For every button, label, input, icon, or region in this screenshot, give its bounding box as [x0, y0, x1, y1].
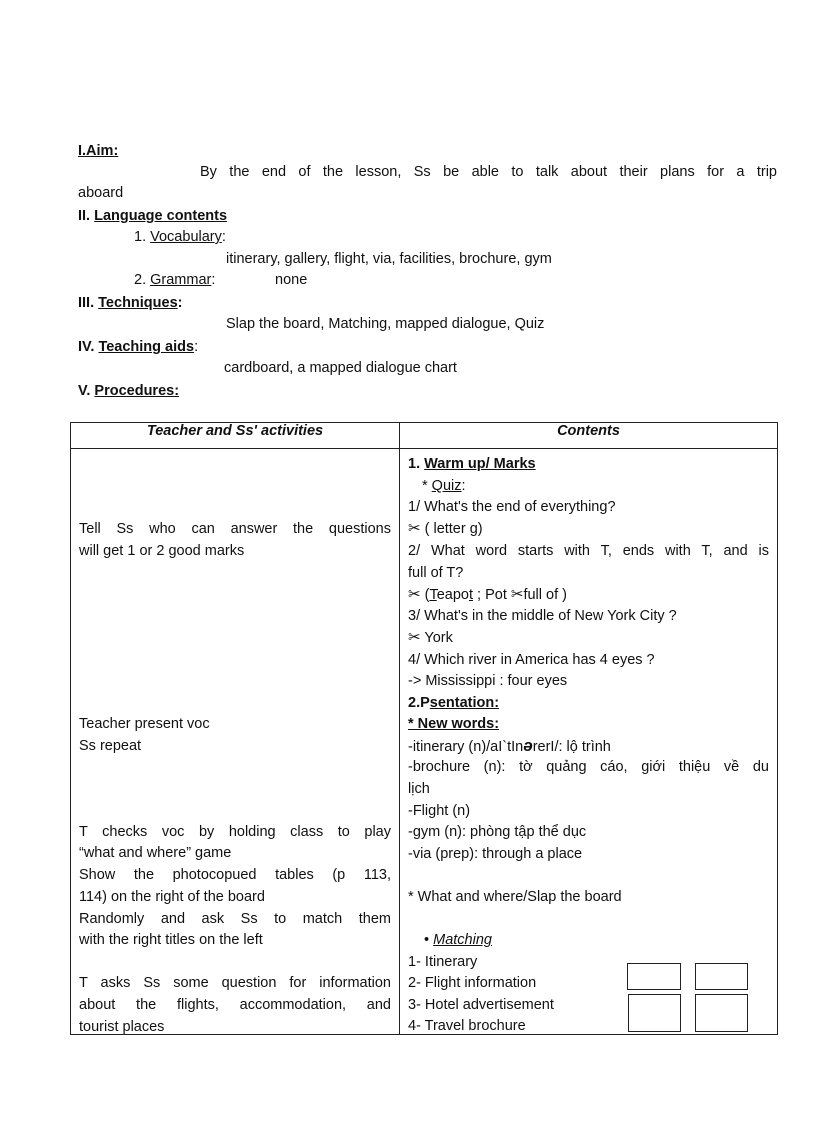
matching-label: • Matching — [424, 932, 492, 948]
match-box — [627, 963, 681, 990]
scissors-icon: ✂ — [408, 629, 421, 646]
activity-show-b: 114) on the right of the board — [79, 889, 265, 905]
match-item-1: 1- Itinerary — [408, 954, 478, 970]
language-heading-num: II. — [78, 208, 95, 224]
aids-heading: IV. Teaching aids: — [78, 339, 199, 355]
quiz-q3: 3/ What's in the middle of New York City ? — [408, 608, 677, 624]
slap-the-board: * What and where/Slap the board — [408, 889, 622, 905]
quiz-q1: 1/ What's the end of everything? — [408, 499, 616, 515]
match-item-2: 2- Flight information — [408, 975, 537, 991]
activity-present-a: Teacher present voc — [79, 716, 210, 732]
procedures-heading — [78, 382, 179, 400]
quiz-q2-a: 2/ What word starts with T, ends with T, and is — [408, 543, 769, 559]
scissors-icon: ✂ — [408, 586, 421, 603]
procedures-table — [70, 422, 778, 1035]
word-gym: -gym (n): phòng tập thể dục — [408, 824, 587, 840]
contents-cell — [400, 449, 778, 1035]
activity-check-a: T checks voc by holding class to play — [79, 824, 391, 840]
quiz-label: * Quiz: — [422, 478, 466, 494]
word-brochure-a: -brochure (n): tờ quảng cáo, giới thiệu về du — [408, 759, 769, 775]
table-row — [71, 449, 778, 1035]
match-item-4: 4- Travel brochure — [408, 1018, 526, 1034]
techniques-heading: III. Techniques: — [78, 295, 183, 311]
aim-line-2: aboard — [78, 185, 124, 201]
table-header-row — [71, 423, 778, 449]
scissors-icon: ✂ — [510, 586, 524, 603]
language-heading — [78, 207, 227, 225]
activity-ask-c: tourist places — [79, 1019, 165, 1035]
procedures-heading-num: V. — [78, 383, 95, 399]
techniques-heading-num: III. — [78, 295, 99, 311]
aids-heading-text: Teaching aids — [98, 339, 195, 355]
vocabulary-items: itinerary, gallery, flight, via, facilities, brochure, gym — [226, 251, 552, 267]
vocabulary-num: 1. — [134, 229, 151, 245]
scissors-icon: ✂ — [408, 520, 421, 537]
quiz-a3: ✂ York — [408, 629, 453, 646]
match-box — [628, 994, 681, 1032]
quiz-q2-b: full of T? — [408, 565, 464, 581]
quiz-a4: -> Mississippi : four eyes — [408, 673, 568, 689]
vocabulary-label-text: Vocabulary — [150, 229, 222, 245]
match-item-3: 3- Hotel advertisement — [408, 997, 554, 1013]
aids-heading-num: IV. — [78, 339, 99, 355]
techniques-value: Slap the board, Matching, mapped dialogue, Quiz — [226, 316, 545, 332]
activity-ask-b: about the flights, accommodation, and — [79, 997, 391, 1013]
activities-cell — [71, 449, 400, 1035]
activity-show-a: Show the photocopued tables (p 113, — [79, 867, 391, 883]
word-via: -via (prep): through a place — [408, 846, 583, 862]
procedures-heading-text: Procedures: — [94, 383, 180, 399]
quiz-a1: ✂ ( letter g) — [408, 520, 483, 537]
presentation-heading: 2.Psentation: — [408, 695, 500, 711]
activity-random-a: Randomly and ask Ss to match them — [79, 911, 391, 927]
warmup-heading: 1. Warm up/ Marks — [408, 456, 536, 472]
activity-random-b: with the right titles on the left — [79, 932, 263, 948]
grammar-label: 2. Grammar: — [134, 272, 216, 288]
quiz-star-icon: * — [422, 478, 432, 494]
word-itinerary: -itinerary (n)/aI`tInərerI/: lộ trình — [408, 736, 611, 755]
aim-heading: I.Aim: — [78, 143, 119, 159]
header-contents: Contents — [400, 423, 778, 449]
activity-present-b: Ss repeat — [79, 738, 142, 754]
quiz-q4: 4/ Which river in America has 4 eyes ? — [408, 652, 655, 668]
activity-quiz-b: will get 1 or 2 good marks — [79, 543, 245, 559]
new-words-heading: * New words: — [408, 716, 500, 732]
match-box — [695, 994, 748, 1032]
word-flight: -Flight (n) — [408, 803, 471, 819]
grammar-num: 2. — [134, 272, 151, 288]
header-activities: Teacher and Ss' activities — [71, 423, 400, 449]
aids-value: cardboard, a mapped dialogue chart — [224, 360, 457, 376]
bullet-icon: • — [424, 932, 430, 948]
match-box — [695, 963, 748, 990]
language-heading-text: Language contents — [94, 208, 228, 224]
grammar-label-text: Grammar — [150, 272, 212, 288]
word-brochure-b: lịch — [408, 781, 430, 797]
vocabulary-label: 1. Vocabulary: — [134, 229, 226, 245]
activity-ask-a: T asks Ss some question for information — [79, 975, 391, 991]
techniques-heading-text: Techniques — [98, 295, 178, 311]
quiz-a2: ✂ (Teapot ; Pot ✂full of ) — [408, 586, 567, 603]
activity-quiz-a: Tell Ss who can answer the questions — [79, 521, 391, 537]
activity-check-b: “what and where” game — [79, 845, 232, 861]
aim-line-1: By the end of the lesson, Ss be able to talk about their plans for a trip — [200, 164, 777, 180]
grammar-value: none — [275, 272, 308, 288]
